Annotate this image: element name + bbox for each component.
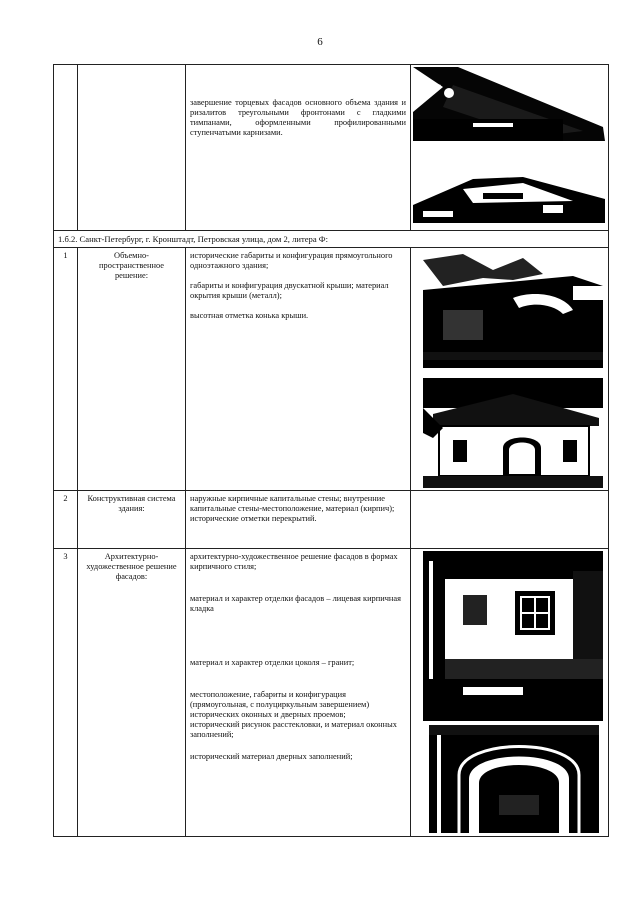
description-text: завершение торцевых фасадов основного объема здания и ризалитов треугольными фронтонами с гладкими тимпанами, оформленными профилированными ступенчатыми карнизами. <box>190 98 406 137</box>
row-number: 2 <box>54 491 78 549</box>
description-item: исторический рисунок расстекловки, и материал оконных заполнений; <box>190 720 397 739</box>
table-row <box>54 549 609 837</box>
description-cell <box>186 491 411 549</box>
description-item: габариты и конфигурация двускатной крыши; материал окрытия крыши (металл); <box>190 281 389 300</box>
description-item: исторические габариты и конфигурация прямоугольного одноэтажного здания; <box>190 251 393 270</box>
description-cell <box>186 65 411 231</box>
table-row <box>54 491 609 549</box>
photo-cell <box>411 549 609 837</box>
name-cell <box>78 65 186 231</box>
section-title: 1.б.2. Санкт-Петербург, г. Кронштадт, Петровская улица, дом 2, литера Ф: <box>54 231 609 248</box>
photo-gable-2 <box>413 175 605 223</box>
description-cell <box>186 549 411 837</box>
description-item: архитектурно-художественное решение фасадов в формах кирпичного стиля; <box>190 552 398 571</box>
description-item: материал и характер отделки цоколя – гранит; <box>190 658 355 667</box>
photo-cell <box>411 248 609 491</box>
row-name: Объемно-пространственное решение: <box>78 248 186 491</box>
description-item: материал и характер отделки фасадов – лицевая кирпичная кладка <box>190 594 401 613</box>
row-name: Архитектурно-художественное решение фасадов: <box>78 549 186 837</box>
photo-building-view-2 <box>423 378 603 488</box>
description-cell <box>186 248 411 491</box>
description-item: исторический материал дверных заполнений; <box>190 752 353 761</box>
photo-cell <box>411 65 609 231</box>
photo-arched-doorway <box>429 725 599 833</box>
description-item: высотная отметка конька крыши. <box>190 311 309 320</box>
photo-gable-1 <box>413 67 605 141</box>
table-row <box>54 248 609 491</box>
table-row <box>54 65 609 231</box>
row-number: 3 <box>54 549 78 837</box>
description-item: местоположение, габариты и конфигурация (прямоугольная, с полуциркульным завершением) исторических оконных и дверных проемов; <box>190 690 370 719</box>
photo-building-view-1 <box>423 250 603 368</box>
photo-cell <box>411 491 609 549</box>
num-cell <box>54 65 78 231</box>
row-name: Конструктивная система здания: <box>78 491 186 549</box>
protected-elements-table <box>53 64 609 837</box>
page-number: 6 <box>317 36 323 48</box>
row-number: 1 <box>54 248 78 491</box>
section-row <box>54 231 609 248</box>
description-item: наружные кирпичные капитальные стены; внутренние капитальные стены-местоположение, материал (кирпич); исторические отметки перекрытий. <box>190 494 395 523</box>
photo-facade <box>423 551 603 721</box>
